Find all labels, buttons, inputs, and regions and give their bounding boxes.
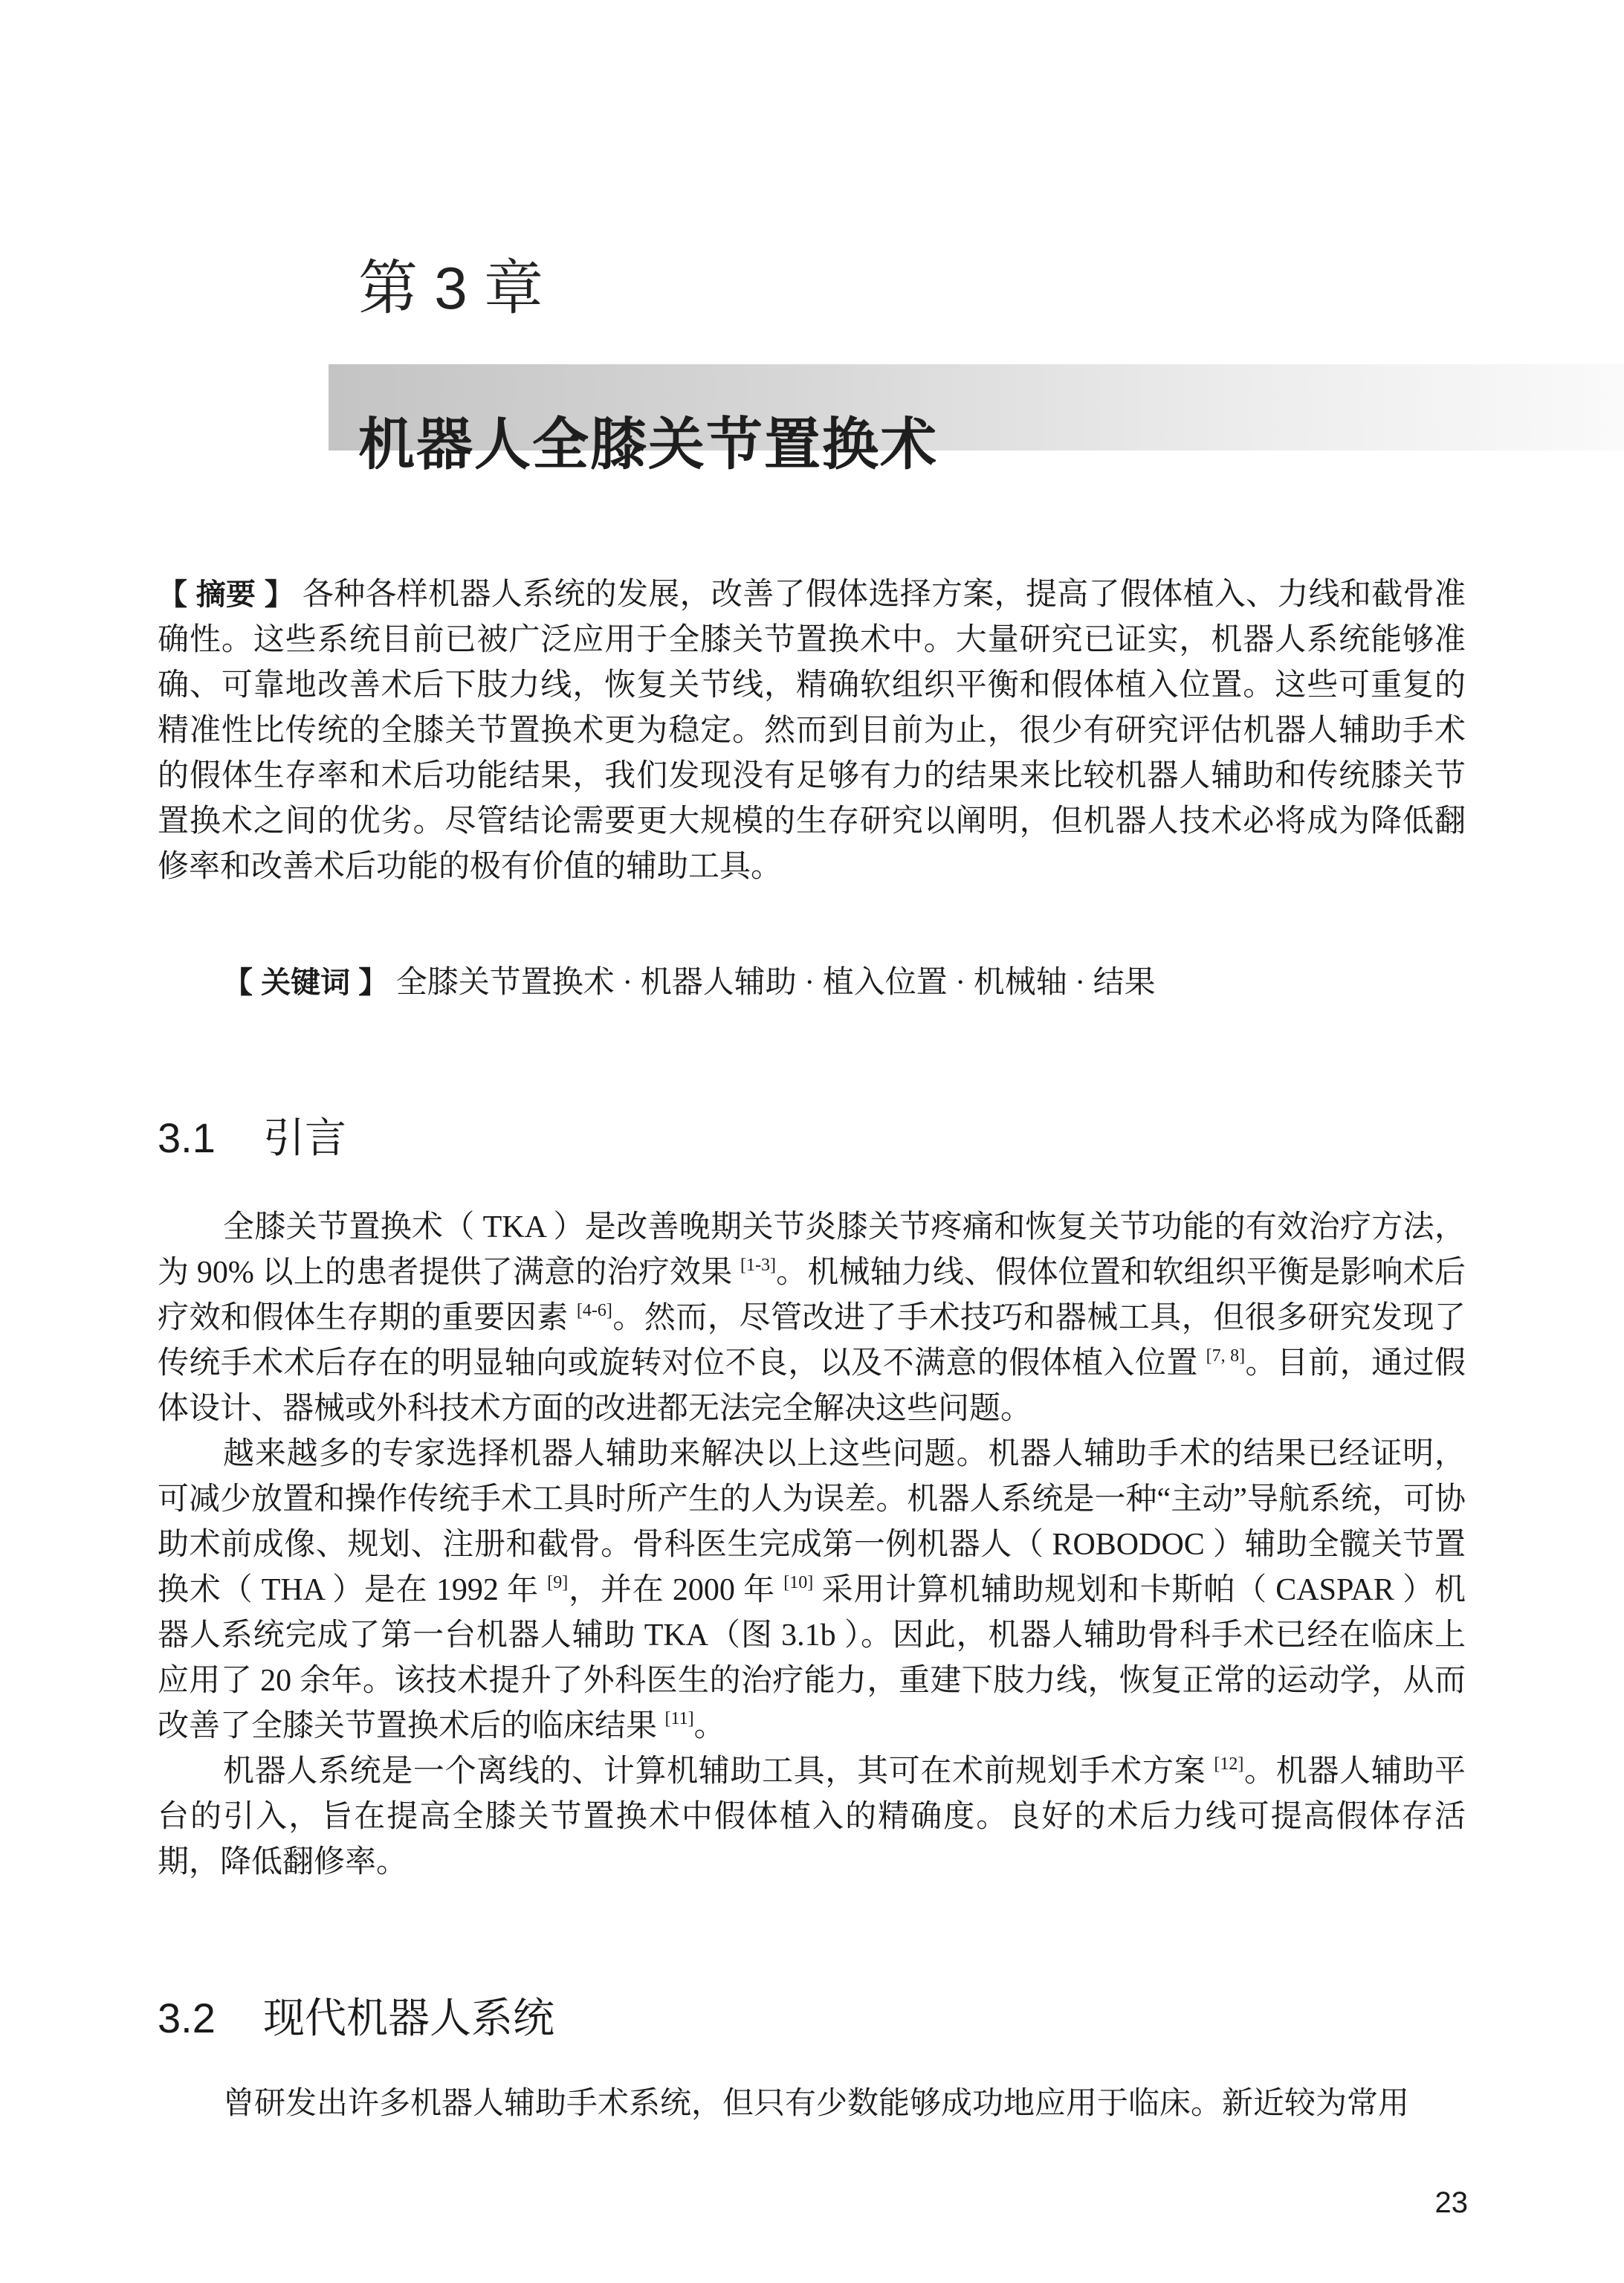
text-run: 。机器人辅助平台的引入，旨在提高全膝关节置换术中假体植入的精确度。良好的术后力线可提高假体存活期，降低翻修率。 <box>158 1754 1466 1879</box>
keywords <box>223 960 1472 1006</box>
citation-ref: [10] <box>783 1573 814 1592</box>
section-title: 现代机器人系统 <box>263 1995 554 2041</box>
text-run: 机器人系统是一个离线的、计算机辅助工具，其可在术前规划手术方案 <box>223 1754 1214 1789</box>
section-number: 3.2 <box>158 1995 216 2041</box>
abstract-tag: 【 摘要 】 <box>158 578 295 611</box>
text-run: ，并在 2000 年 <box>568 1573 784 1607</box>
section-3-1-body <box>158 1205 1466 1885</box>
keywords-text: 全膝关节置换术 · 机器人辅助 · 植入位置 · 机械轴 · 结果 <box>388 966 1156 1000</box>
text-run: 采用计算机辅助规划和卡斯帕（ CASPAR ）机器人系统完成了第一台机器人辅助 TKA（图 3.1b ）。因此，机器人辅助骨科手术已经在临床上应用了 20 余年。该技术提升了外科医生的治疗能力，重建下肢力线，恢复正常的运动学，从而改善了全膝关节置换术后的临床结果 <box>158 1573 1466 1743</box>
paragraph <box>158 1749 1466 1885</box>
text-run: 。然而，尽管改进了手术技巧和器械工具，但很多研究发现了传统手术术后存在的明显轴向或旋转对位不良，以及不满意的假体植入位置 <box>158 1301 1466 1381</box>
citation-ref: [4-6] <box>576 1301 612 1320</box>
text-run: 。机械轴力线、假体位置和软组织平衡是影响术后疗效和假体生存期的重要因素 <box>158 1256 1466 1335</box>
section-heading-3-2 <box>158 1992 554 2044</box>
text-run: 。 <box>693 1709 725 1743</box>
abstract-text: 各种各样机器人系统的发展，改善了假体选择方案，提高了假体植入、力线和截骨准确性。这些系统目前已被广泛应用于全膝关节置换术中。大量研究已证实，机器人系统能够准确、可靠地改善术后下肢力线，恢复关节线，精确软组织平衡和假体植入位置。这些可重复的精准性比传统的全膝关节置换术更为稳定。然而到目前为止，很少有研究评估机器人辅助手术的假体生存率和术后功能结果，我们发现没有足够有力的结果来比较机器人辅助和传统膝关节置换术之间的优劣。尽管结论需要更大规模的生存研究以阐明，但机器人技术必将成为降低翻修率和改善术后功能的极有价值的辅助工具。 <box>158 578 1466 884</box>
section-number: 3.1 <box>158 1114 216 1161</box>
section-3-2-body: 曾研发出许多机器人辅助手术系统，但只有少数能够成功地应用于临床。新近较为常用 <box>223 2087 1410 2121</box>
section-title: 引言 <box>263 1114 346 1161</box>
text-run: 越来越多的专家选择机器人辅助来解决以上这些问题。机器人辅助手术的结果已经证明，可减少放置和操作传统手术工具时所产生的人为误差。机器人系统是一种“主动”导航系统，可协助术前成像、规划、注册和截骨。骨科医生完成第一例机器人（ ROBODOC ）辅助全髋关节置换术（ THA ）是在 1992 年 <box>158 1437 1466 1607</box>
citation-ref: [7, 8] <box>1206 1346 1246 1366</box>
text-run: 。目前，通过假体设计、器械或外科技术方面的改进都无法完全解决这些问题。 <box>158 1346 1466 1426</box>
paragraph <box>158 1432 1466 1749</box>
chapter-label: 第 3 章 <box>358 255 543 321</box>
section-heading-3-1 <box>158 1112 346 1164</box>
citation-ref: [9] <box>547 1573 569 1592</box>
page-number: 23 <box>1434 2186 1468 2219</box>
keywords-tag: 【 关键词 】 <box>223 966 389 999</box>
citation-ref: [12] <box>1214 1754 1244 1774</box>
text-run: 全膝关节置换术（ TKA ）是改善晚期关节炎膝关节疼痛和恢复关节功能的有效治疗方法，为 90% 以上的患者提供了满意的治疗效果 <box>158 1210 1466 1290</box>
citation-ref: [11] <box>664 1709 694 1728</box>
abstract <box>158 572 1466 890</box>
chapter-title: 机器人全膝关节置换术 <box>358 413 938 477</box>
paragraph <box>158 1205 1466 1432</box>
citation-ref: [1-3] <box>740 1256 776 1275</box>
